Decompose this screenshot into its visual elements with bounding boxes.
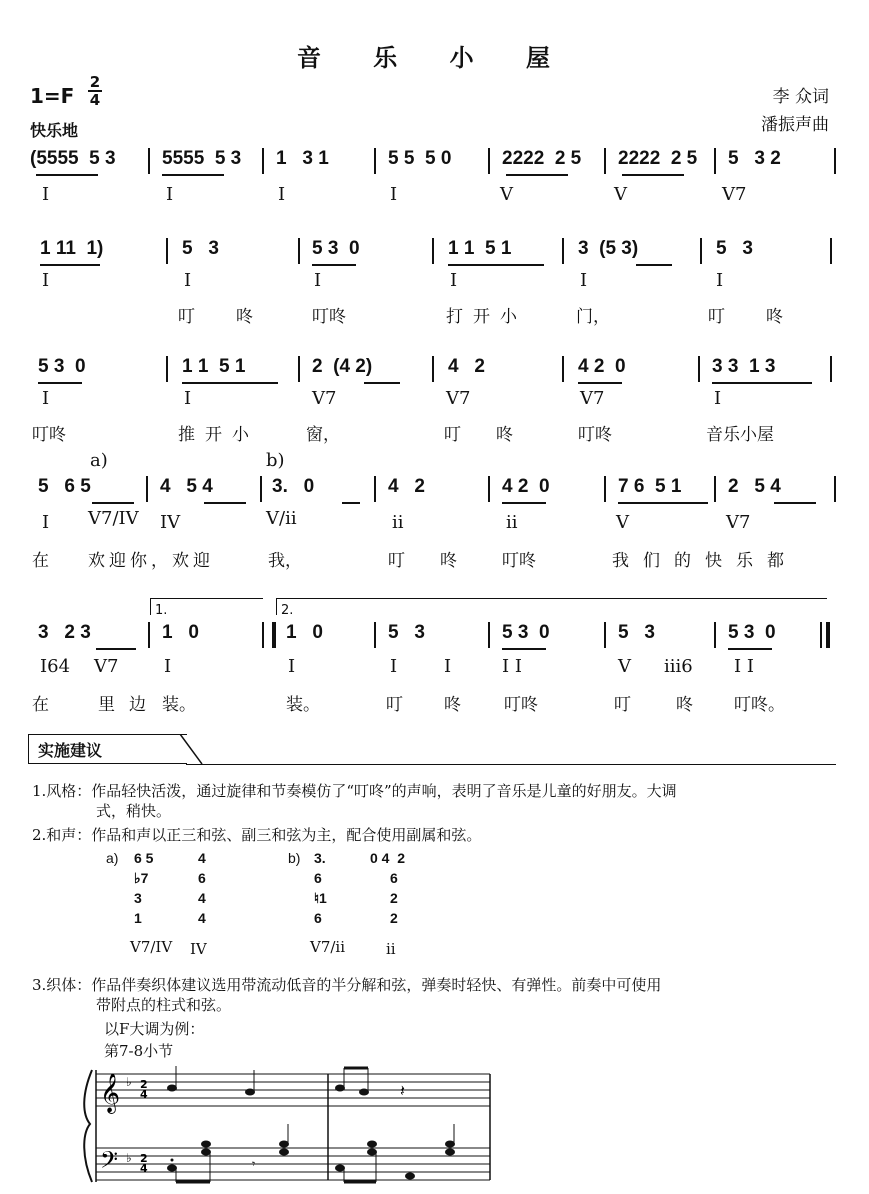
example-a-label: a) [106,850,119,866]
svg-text:2: 2 [140,1078,148,1091]
section-divider [186,764,836,765]
chord: I64 [40,656,71,677]
chord: I [42,184,50,205]
lyricist: 李 众词 [772,87,829,107]
example-a-chord-0: V7/IV [130,938,173,956]
measure: 1 11 1) [40,238,104,259]
lyric: 打开小 [446,307,527,327]
measure: 5 3 [716,238,753,259]
lyric: 音乐小屋 [706,425,774,445]
lyric: 叮咚 [312,307,346,327]
volta-2-label: 2. [281,603,294,618]
measure: 1 0 [286,622,323,643]
chord: I [444,656,452,677]
time-numerator: 2 [89,73,101,91]
example-b-chord-1: ii [386,940,396,958]
example-a-col2-3: 4 [198,910,206,926]
chord: V [616,512,629,533]
harmony-mark-a: a) [90,450,108,471]
lyric: 叮咚 [502,551,536,571]
lyric: 咚 [236,307,253,327]
svg-text:♭: ♭ [126,1075,132,1089]
measure: 5 3 [618,622,655,643]
chord: I [164,656,172,677]
lyric: 推开小 [178,425,259,445]
measure: 2222 2 5 [618,148,698,169]
svg-text:𝄾: 𝄾 [252,1157,256,1171]
measure: 2 (4 2) [312,356,373,377]
lyric: 咚 [766,307,783,327]
lyric: 窗， [306,425,340,445]
score-row-1 [0,148,869,188]
chord: V7 [726,512,751,533]
chord: I [184,388,192,409]
lyric: 我， [268,551,302,571]
chord: I [42,388,50,409]
measure: 3 (5 3) [578,238,639,259]
example-a-col2-0: 4 [198,850,206,866]
lyric: 装。 [162,695,196,715]
example-b-col2-0: 0 4 2 [370,850,406,866]
chord: I [714,388,722,409]
lyric: 装。 [286,695,320,715]
measure: 5 3 [388,622,425,643]
example-measures-label: 第7-8小节 [104,1042,174,1060]
lyric: 叮咚。 [734,695,785,715]
chord: I [166,184,174,205]
lyric: 叮咚 [32,425,66,445]
svg-text:𝄽: 𝄽 [400,1081,405,1100]
time-signature [88,74,102,108]
chord: I [314,270,322,291]
section-title: 实施建议 [38,741,103,760]
chord: I [278,184,286,205]
svg-text:♭: ♭ [126,1151,132,1165]
measure: 1 3 1 [276,148,329,169]
chord: V [614,184,627,205]
example-b-col1-3: 6 [314,910,322,926]
example-intro: 以F大调为例： [104,1020,205,1038]
measure: 4 2 [448,356,485,377]
suggestion-1-cont: 式，稍快。 [96,802,172,820]
lyric: 咚 [676,695,693,715]
measure: 5 6 5 [38,476,91,497]
lyric: 咚 [496,425,513,445]
measure: 4 2 0 [502,476,550,497]
grand-staff-example [80,1064,500,1188]
suggestion-1: 1.风格：作品轻快活泼，通过旋律和节奏模仿了“叮咚”的声响，表明了音乐是儿童的好朋友。大调 [32,782,677,800]
svg-text:4: 4 [140,1162,148,1175]
chord: I [580,270,588,291]
example-b-chord-0: V7/ii [310,938,346,956]
chord: I [390,184,398,205]
lyric: 叮 [708,307,725,327]
key-signature: 1=F [30,84,75,108]
svg-text:𝄞: 𝄞 [100,1073,121,1113]
chord: I [42,270,50,291]
suggestion-2: 2.和声：作品和声以正三和弦、副三和弦为主，配合使用副属和弦。 [32,826,482,844]
chord: V [500,184,513,205]
chord: V7 [312,388,337,409]
chord: V7 [580,388,605,409]
measure: 1 0 [162,622,199,643]
time-denominator: 4 [89,91,101,109]
score-row-3 [0,356,869,396]
lyric: 叮咚 [504,695,538,715]
svg-text:𝄢: 𝄢 [100,1146,119,1179]
lyric: 叮 [178,307,195,327]
svg-text:2: 2 [140,1152,148,1165]
lyric: 叮 [614,695,631,715]
chord: IV [160,512,181,533]
page-title: 音 乐 小 屋 [296,43,573,72]
measure: (5555 5 3 [30,148,116,169]
section-heading-slant [176,734,206,766]
chord: I [288,656,296,677]
measure: 5 3 2 [728,148,781,169]
chord: I [184,270,192,291]
measure: 4 5 4 [160,476,213,497]
example-b-label: b) [288,850,301,866]
example-a-col2-1: 6 [198,870,206,886]
tempo-marking: 快乐地 [30,121,79,140]
chord: ii [506,512,518,533]
lyric: 在 [32,695,49,715]
example-a-col1-2: 3 [134,890,142,906]
chord: iii6 [664,656,693,677]
score-row-2 [0,238,869,278]
measure: 4 2 0 [578,356,626,377]
lyric: 欢迎你，欢迎 [88,551,214,571]
measure: 4 2 [388,476,425,497]
example-b-col1-0: 3. [314,850,326,866]
measure: 5 3 0 [728,622,776,643]
lyric: 咚 [444,695,461,715]
measure: 2 5 4 [728,476,781,497]
lyric: 在 [32,551,49,571]
measure: 5 5 5 0 [388,148,452,169]
measure: 7 6 5 1 [618,476,682,497]
example-b-col1-2: ♮1 [314,890,327,906]
measure: 5555 5 3 [162,148,242,169]
example-b-col2-1: 6 [390,870,398,886]
chord: I I [734,656,754,677]
measure: 3 3 1 3 [712,356,776,377]
chord: I [716,270,724,291]
volta-2 [276,598,827,618]
chord: I [390,656,398,677]
measure: 1 1 5 1 [182,356,246,377]
example-b-col2-3: 2 [390,910,398,926]
measure: 5 3 [182,238,219,259]
lyric: 里边 [98,695,160,715]
example-a-col2-2: 4 [198,890,206,906]
chord: I [42,512,50,533]
chord: ii [392,512,404,533]
measure: 2222 2 5 [502,148,582,169]
chord: V7 [94,656,119,677]
measure: 3. 0 [272,476,315,497]
composer: 潘振声曲 [761,115,829,135]
svg-text:4: 4 [140,1088,148,1101]
lyric: 叮咚 [578,425,612,445]
measure: 3 2 3 [38,622,91,643]
lyric: 叮 [386,695,403,715]
example-a-col1-0: 6 5 [134,850,154,866]
lyric: 我们的快乐都 [612,551,798,571]
example-a-col1-3: 1 [134,910,142,926]
volta-1-label: 1. [155,603,168,618]
chord: V7 [446,388,471,409]
lyric: 叮 [388,551,405,571]
chord: V7 [722,184,747,205]
chord: V7/IV [88,508,139,529]
suggestion-3: 3.织体：作品伴奏织体建议选用带流动低音的半分解和弦，弹奏时轻快、有弹性。前奏中可使用 [32,976,662,994]
harmony-mark-b: b) [266,450,285,471]
lyric: 咚 [440,551,457,571]
measure: 5 3 0 [312,238,360,259]
measure: 1 1 5 1 [448,238,512,259]
lyric: 叮 [444,425,461,445]
chord: V/ii [266,508,297,529]
example-a-col1-1: ♭7 [134,870,149,886]
volta-1 [150,598,263,618]
example-a-chord-1: IV [190,940,207,958]
chord: I I [502,656,522,677]
measure: 5 3 0 [502,622,550,643]
suggestion-3-cont: 带附点的柱式和弦。 [96,996,232,1014]
chord: V [618,656,631,677]
example-b-col2-2: 2 [390,890,398,906]
example-b-col1-1: 6 [314,870,322,886]
measure: 5 3 0 [38,356,86,377]
chord: I [450,270,458,291]
lyric: 门， [576,307,610,327]
